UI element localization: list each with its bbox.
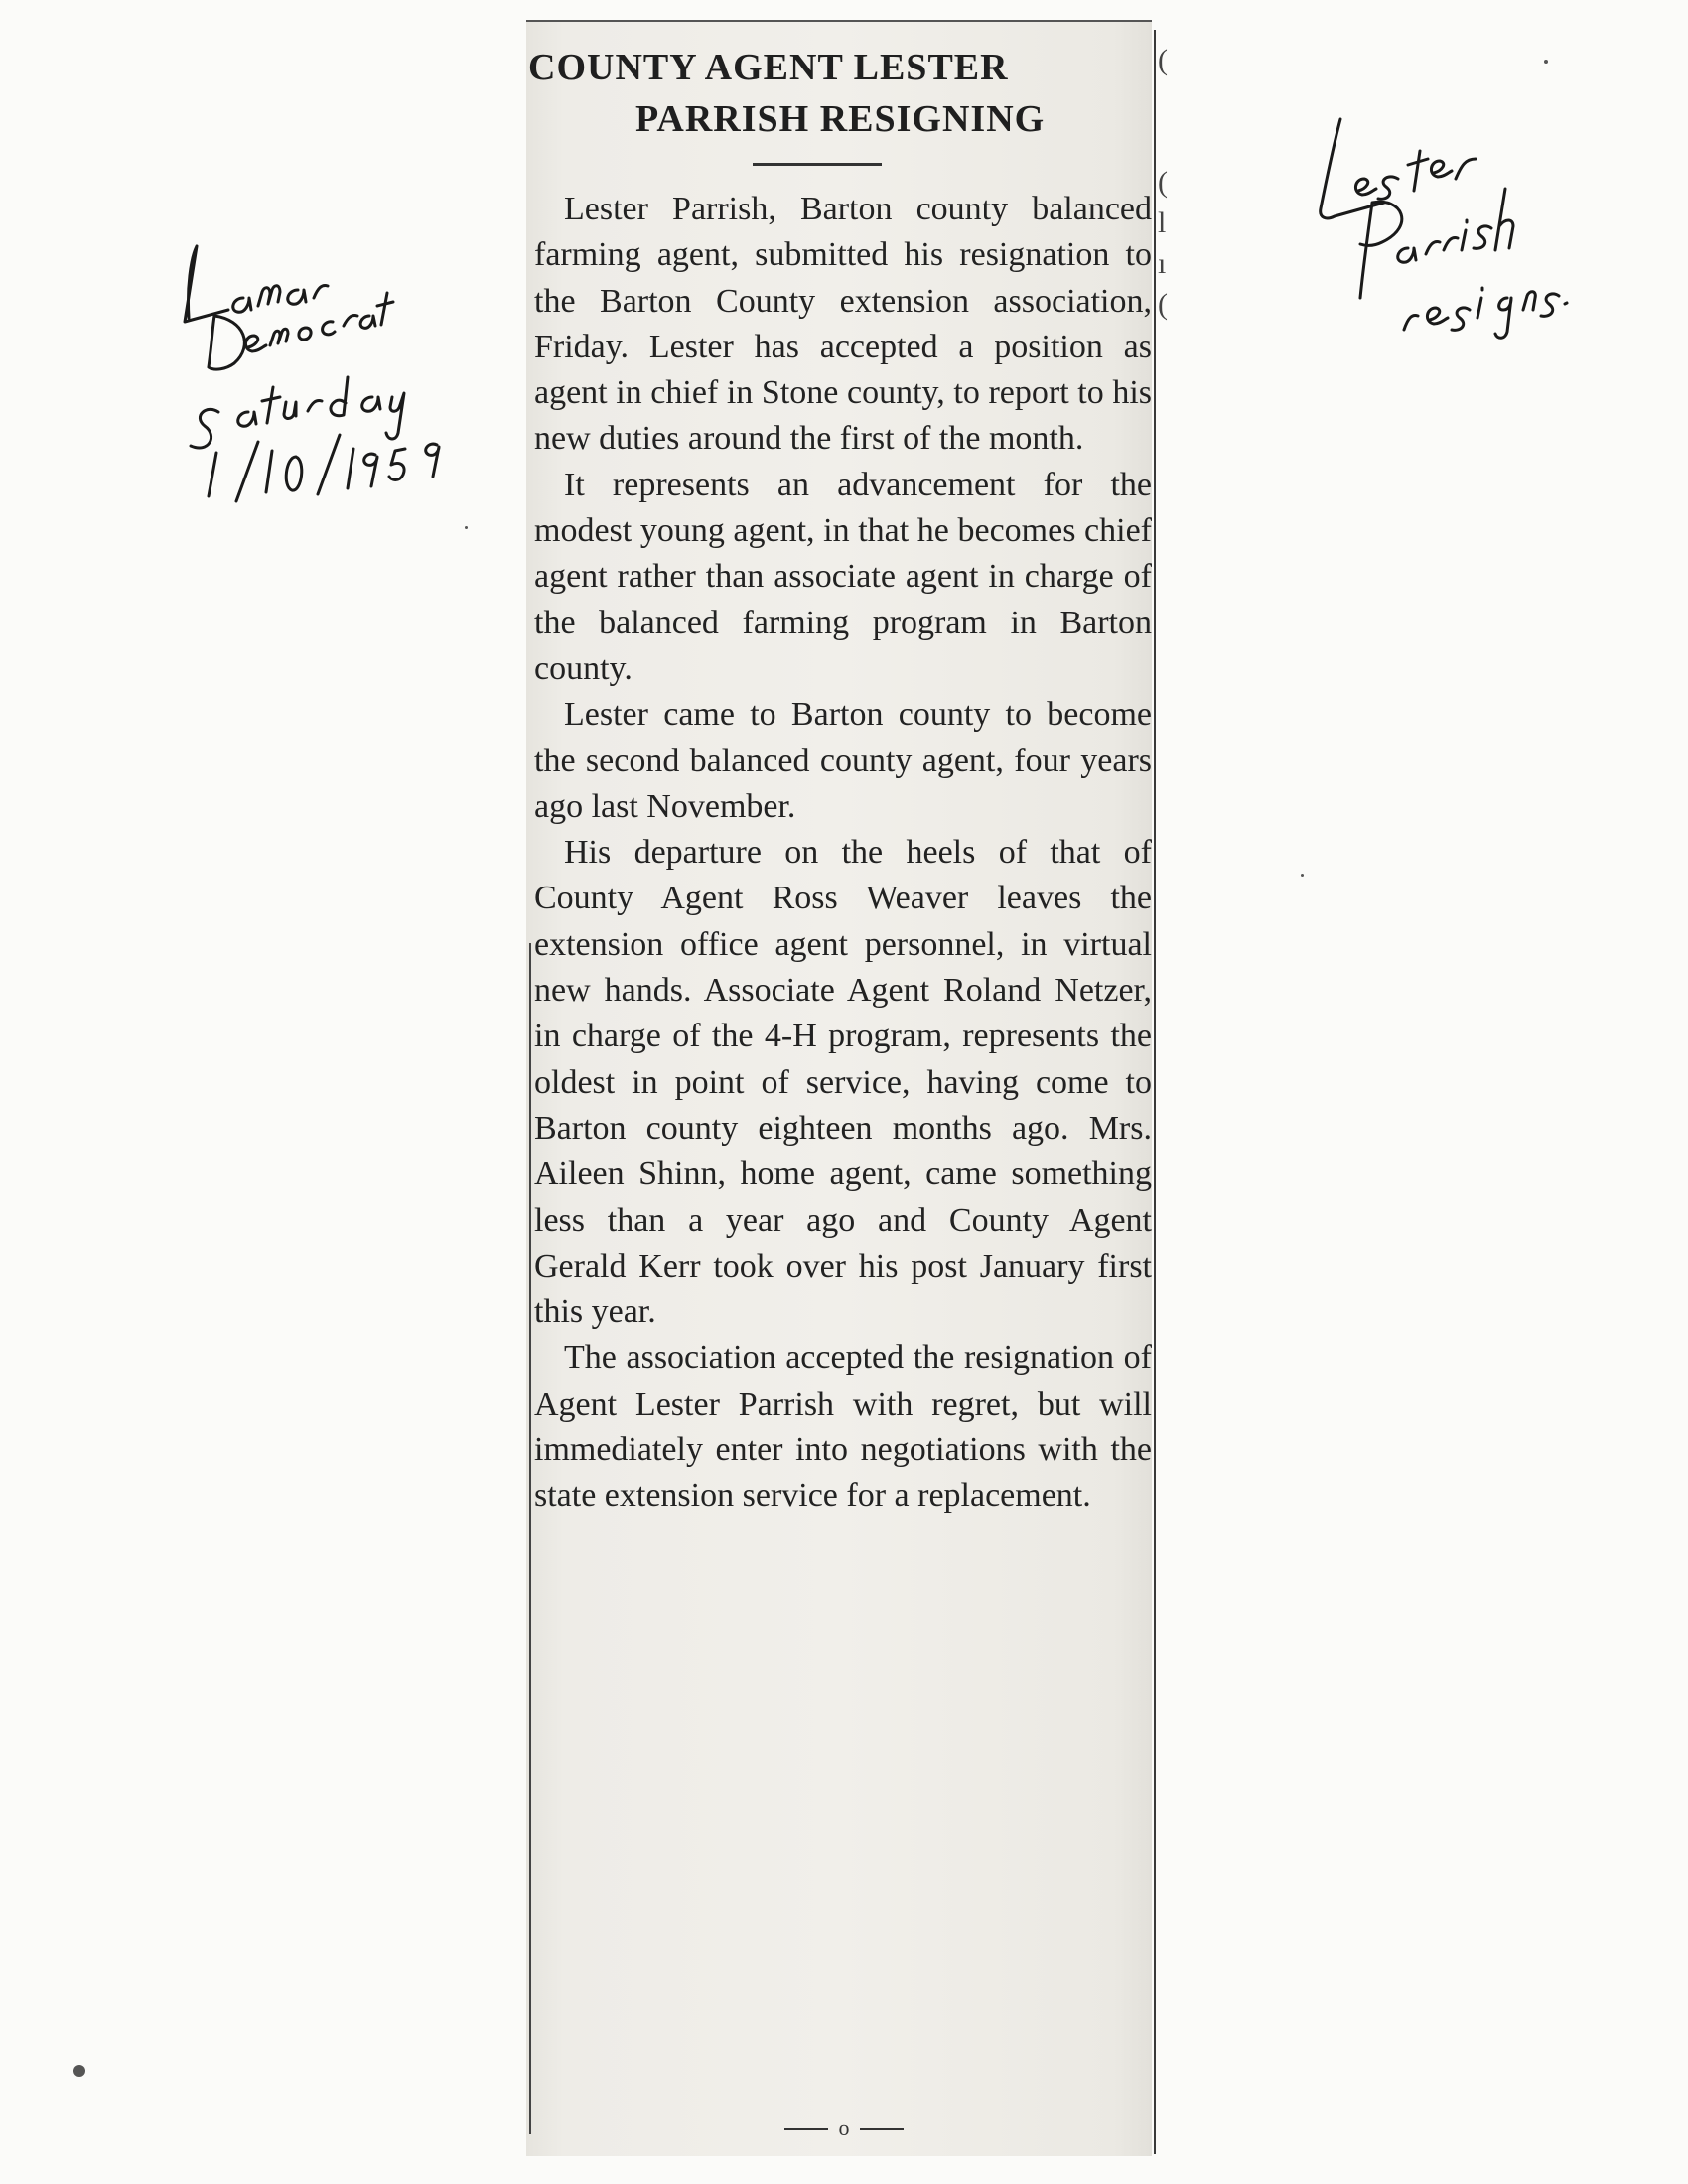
scan-speck <box>73 2065 85 2077</box>
headline-line-2: PARRISH RESIGNING <box>635 98 1046 140</box>
scan-speck <box>465 526 468 529</box>
article-paragraph: The association accepted the resignation of Agent Lester Parrish with regret, but will immediately enter into negotiations with the state extension service for a replacement. <box>534 1339 1152 1515</box>
handwritten-title-note <box>1281 99 1618 377</box>
article-paragraph: His departure on the heels of that of County Agent Ross Weaver leaves the extension office agent personnel, in virtual new hands. Associate Agent Roland Netzer, in charge of the 4-H program, represents the oldest in point of service, having come to Barton county eighteen months ago. Mrs. Aileen Shinn, home agent, came something less than a year ago and County Agent Gerald Kerr took over his post January first this year. <box>534 834 1152 1331</box>
adjacent-column-fragment: ( ( l ı ( <box>1158 44 1168 321</box>
article-headline <box>526 42 1152 145</box>
article-paragraph: Lester came to Barton county to become the second balanced county agent, four years ago last November. <box>534 696 1152 825</box>
scan-speck <box>1301 874 1304 877</box>
column-divider <box>1154 30 1156 2154</box>
scan-speck <box>1544 60 1548 64</box>
headline-rule <box>753 163 882 166</box>
article-paragraph: Lester Parrish, Barton county balanced farming agent, submitted his resignation to the Barton County extension association, Friday. Lester has accepted a position as agent in chief in Stone county, to report to his new duties around the first of the month. <box>534 191 1152 458</box>
end-of-article-mark: o <box>784 2116 904 2141</box>
handwritten-source-note <box>149 199 506 536</box>
clipping-top-rule <box>526 20 1152 22</box>
headline-line-1: COUNTY AGENT LESTER <box>528 47 1009 88</box>
clipping-left-rule <box>529 943 531 2134</box>
article-paragraph: It represents an advancement for the modest young agent, in that he becomes chief agent rather than associate agent in charge of the balanced farming program in Barton county. <box>534 466 1152 687</box>
article-body <box>534 187 1152 1520</box>
